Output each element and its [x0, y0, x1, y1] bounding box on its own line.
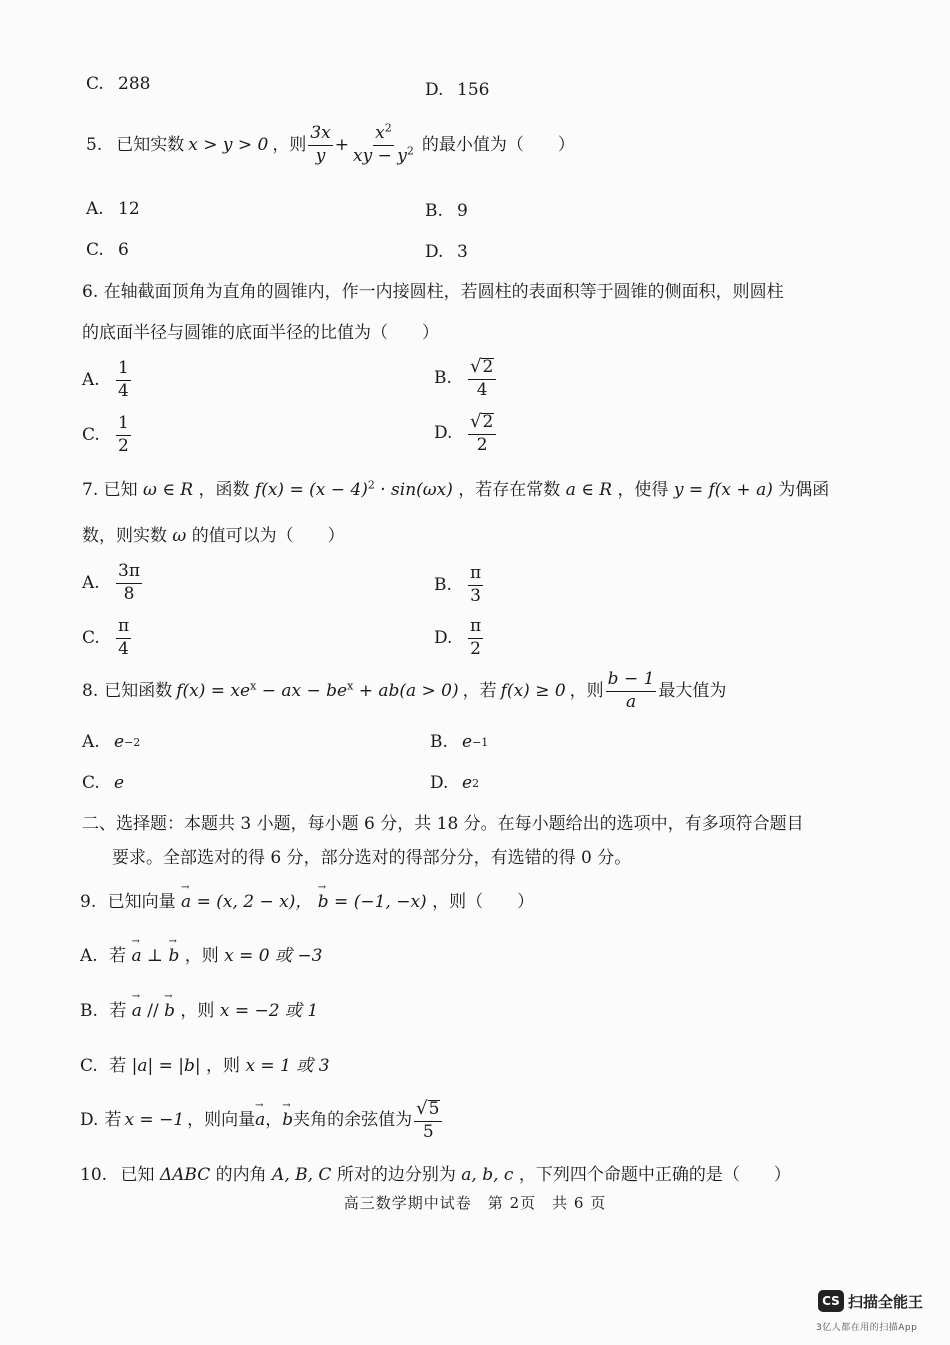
option-label: D. — [425, 80, 444, 100]
option-result: x = −2 或 1 — [219, 1001, 319, 1021]
q6-stem-line-1: 6. 在轴截面顶角为直角的圆锥内，作一内接圆柱，若圆柱的表面积等于圆锥的侧面积，则圆柱 — [82, 282, 784, 302]
q7-stem-line-2 — [82, 528, 345, 545]
q8-function-end: + ab(a > 0) — [353, 680, 459, 701]
q8-function: $f(x) = xe^x$ − ax − $be^x + ab(a > 0)$ — [176, 679, 459, 701]
q7-function: f(x) = (x − 4) — [254, 480, 368, 500]
option-label: D. — [434, 627, 453, 648]
option-label: D. — [425, 242, 444, 262]
vector-a: → a — [132, 948, 142, 965]
q9-math: = (x, 2 − x)， — [191, 892, 313, 912]
numerator: 3x — [308, 125, 332, 146]
option-text: 夹角的余弦值为 — [293, 1110, 413, 1131]
option-label: B. — [425, 201, 443, 221]
denominator: 3 — [470, 585, 481, 606]
denominator: 8 — [123, 583, 135, 604]
option-label: D. — [434, 423, 453, 444]
watermark-tagline: 3亿人都在用的扫描App — [816, 1323, 918, 1333]
q10-text: 已知 — [120, 1165, 155, 1185]
q10-text: 所对的边分别为 — [336, 1165, 456, 1185]
denominator: 4 — [118, 638, 129, 659]
option-text: 若 — [104, 1110, 122, 1131]
q6-option-d — [434, 413, 498, 455]
scanner-watermark — [818, 1290, 923, 1312]
q5-text: 的最小值为（ ） — [421, 134, 575, 155]
option-label: C. — [80, 1056, 98, 1076]
q8-text: 已知函数 — [104, 680, 173, 701]
option-label: C. — [82, 773, 100, 793]
q9-math: = (−1, −x) — [328, 892, 427, 912]
q10-text: 的内角 — [215, 1165, 267, 1185]
option-label: A. — [82, 572, 100, 593]
q8-option-a: A. e −2 — [82, 732, 141, 752]
section-2-heading-line-1: 二、选择题：本题共 3 小题，每小题 6 分，共 18 分。在每小题给出的选项中，有多项符合题目 — [82, 814, 804, 834]
q5-option-a — [86, 201, 140, 218]
camscanner-logo-icon: CS — [818, 1290, 844, 1312]
denominator: 2 — [118, 435, 129, 456]
denominator: xy − y — [353, 145, 407, 166]
option-base: e — [462, 773, 473, 793]
q6-option-c — [82, 415, 133, 456]
plus-sign: + — [334, 134, 350, 155]
q7-text: 数，则实数 — [82, 526, 167, 546]
q8-function-mid: − ax − be — [256, 680, 348, 701]
option-value: 12 — [118, 199, 140, 219]
numerator: b − 1 — [606, 671, 657, 692]
q10-triangle: ΔABC — [159, 1165, 211, 1185]
q7-option-b — [434, 565, 485, 606]
option-result: x = 0 或 −3 — [224, 946, 323, 966]
vector-b-magnitude: |b| — [178, 1056, 201, 1076]
denominator: 2 — [476, 434, 488, 455]
q10-stem — [80, 1167, 791, 1184]
numerator: π — [468, 618, 483, 639]
q7-math: a ∈ R — [565, 480, 613, 500]
q8-option-d: D. e 2 — [430, 773, 480, 793]
option-text: ，则 — [180, 1001, 215, 1021]
q9-option-c — [80, 1058, 330, 1075]
option-fraction — [414, 1100, 442, 1142]
q9-text: 已知向量 — [107, 892, 176, 912]
q5-text: 已知实数 — [116, 134, 185, 155]
option-label: A. — [86, 199, 104, 219]
q7-text: ，若存在常数 — [458, 480, 561, 500]
option-label: B. — [434, 368, 452, 389]
q8-condition: f(x) ≥ 0 — [500, 680, 566, 701]
sqrt-icon: √ — [416, 1098, 428, 1119]
vector-b: → b — [318, 894, 329, 911]
option-text: 若 — [109, 1056, 127, 1076]
option-label: A. — [82, 369, 100, 390]
q7-math: y = f(x + a) — [673, 480, 773, 500]
q7-option-a — [82, 563, 144, 604]
relation: = — [153, 1056, 179, 1076]
vector-a-magnitude: |a| — [131, 1056, 154, 1076]
option-label: D. — [80, 1110, 99, 1131]
q6-option-a — [82, 360, 133, 401]
q5-option-b — [425, 203, 468, 220]
watermark-name: 扫描全能王 — [848, 1292, 924, 1311]
q5-text: ，则 — [272, 134, 307, 155]
q8-text: 最大值为 — [658, 680, 727, 701]
numerator: 1 — [116, 360, 131, 381]
numerator: 5 — [428, 1099, 440, 1120]
numerator: x — [375, 123, 385, 143]
option-label: C. — [82, 424, 100, 445]
relation: // — [141, 1001, 165, 1021]
option-value: 156 — [457, 80, 490, 100]
option-fraction — [468, 413, 496, 455]
option-label: D. — [430, 773, 449, 793]
numerator: 3π — [116, 563, 142, 584]
numerator: π — [116, 618, 131, 639]
vector-b: → b — [282, 1112, 293, 1129]
option-text: ，则 — [184, 946, 219, 966]
sqrt-icon: √ — [470, 411, 482, 432]
sqrt-icon: √ — [470, 356, 482, 377]
q7-option-c — [82, 618, 133, 659]
q6-stem-line-2: 的底面半径与圆锥的底面半径的比值为（ ） — [82, 323, 439, 343]
option-text: ，则向量 — [187, 1110, 256, 1131]
q8-text: ，若 — [462, 680, 497, 701]
option-value: 6 — [118, 240, 129, 260]
option-text: 若 — [109, 1001, 127, 1021]
q6-option-b — [434, 358, 498, 400]
q9-stem — [80, 894, 534, 911]
q10-angles: A, B, C — [272, 1165, 332, 1185]
option-base: e — [462, 732, 473, 752]
q7-math: ω ∈ R — [143, 480, 194, 500]
option-condition: x = −1 — [124, 1110, 185, 1131]
q9-option-a — [80, 948, 322, 965]
numerator: 2 — [482, 357, 494, 378]
q9-option-b — [80, 1003, 318, 1020]
q5-stem — [86, 121, 575, 166]
q4-option-c — [86, 76, 150, 93]
q7-text: ，函数 — [198, 480, 250, 500]
option-result: x = 1 或 3 — [245, 1056, 330, 1076]
numerator: 1 — [116, 415, 131, 436]
option-base: e — [114, 732, 125, 752]
option-fraction — [468, 618, 483, 659]
q8-fraction — [606, 671, 657, 712]
q5-option-d — [425, 244, 468, 261]
page-footer: 高三数学期中试卷 第 2页 共 6 页 — [343, 1194, 607, 1212]
option-value: 9 — [457, 201, 468, 221]
denominator: a — [625, 691, 637, 712]
q8-stem — [82, 671, 726, 712]
vector-a: → a — [132, 1003, 142, 1020]
q8-function-head: f(x) = xe — [176, 680, 251, 701]
q5-fraction-1 — [308, 125, 332, 166]
q5-fraction-2: $\frac{x^2}{xy - y^2}$ — [353, 121, 414, 166]
q7-text: 为偶函 — [778, 480, 830, 500]
q7-stem-line-1: 7. 已知 ω ∈ R ，函数 $f(x) = (x - 4)^2 \cdot \sin(\omega x)$ ，若存在常数 a ∈ R ，使得 y = f(x + a) 为偶函 — [82, 478, 830, 500]
vector-a: → a — [255, 1112, 265, 1129]
option-fraction — [116, 618, 131, 659]
q7-math: ω — [172, 526, 187, 546]
numerator: 2 — [482, 412, 494, 433]
q10-sides: a, b, c — [461, 1165, 514, 1185]
q10-text: ，下列四个命题中正确的是（ ） — [518, 1165, 791, 1185]
q8-text: ，则 — [569, 680, 604, 701]
option-value: 288 — [118, 74, 151, 94]
q9-text: ，则（ ） — [432, 892, 535, 912]
option-label: C. — [82, 627, 100, 648]
denominator: y — [315, 145, 326, 166]
question-number: 7. — [82, 480, 99, 500]
numerator: π — [468, 565, 483, 586]
option-text: ，则 — [206, 1056, 241, 1076]
option-base: e — [114, 773, 125, 793]
option-fraction — [468, 358, 496, 400]
separator: ， — [265, 1110, 283, 1131]
q7-text: 的值可以为（ ） — [191, 526, 345, 546]
q7-text: 已知 — [103, 480, 138, 500]
option-label: A. — [82, 732, 100, 752]
q4-option-d — [425, 82, 489, 99]
question-number: 10. — [80, 1165, 108, 1185]
option-text: 若 — [109, 946, 127, 966]
denominator: 4 — [476, 379, 488, 400]
q9-option-d — [80, 1100, 444, 1142]
vector-a: → a — [181, 894, 191, 911]
option-fraction — [116, 360, 131, 401]
option-label: A. — [80, 946, 98, 966]
section-2-heading-line-2: 要求。全部选对的得 6 分，部分选对的得部分分，有选错的得 0 分。 — [112, 848, 632, 868]
q5-option-c — [86, 242, 129, 259]
option-label: B. — [80, 1001, 98, 1021]
q7-text: ，使得 — [617, 480, 669, 500]
denominator: 5 — [422, 1121, 434, 1142]
option-label: B. — [430, 732, 448, 752]
q8-option-c — [82, 775, 124, 792]
question-number: 8. — [82, 680, 99, 701]
option-label: C. — [86, 240, 104, 260]
question-number: 9. — [80, 892, 97, 912]
option-value: 3 — [457, 242, 468, 262]
q5-condition: x > y > 0 — [188, 134, 269, 155]
q7-function-tail: · sin(ωx) — [374, 480, 453, 500]
relation: ⊥ — [141, 946, 169, 966]
option-fraction — [116, 415, 131, 456]
question-number: 5. — [86, 134, 103, 155]
q7-option-d — [434, 618, 485, 659]
denominator: 2 — [470, 638, 481, 659]
option-fraction — [116, 563, 142, 604]
option-label: C. — [86, 74, 104, 94]
denominator: 4 — [118, 380, 129, 401]
vector-b: → b — [168, 948, 179, 965]
option-fraction — [468, 565, 483, 606]
vector-b: → b — [164, 1003, 175, 1020]
option-label: B. — [434, 574, 452, 595]
q8-option-b: B. e −1 — [430, 732, 489, 752]
